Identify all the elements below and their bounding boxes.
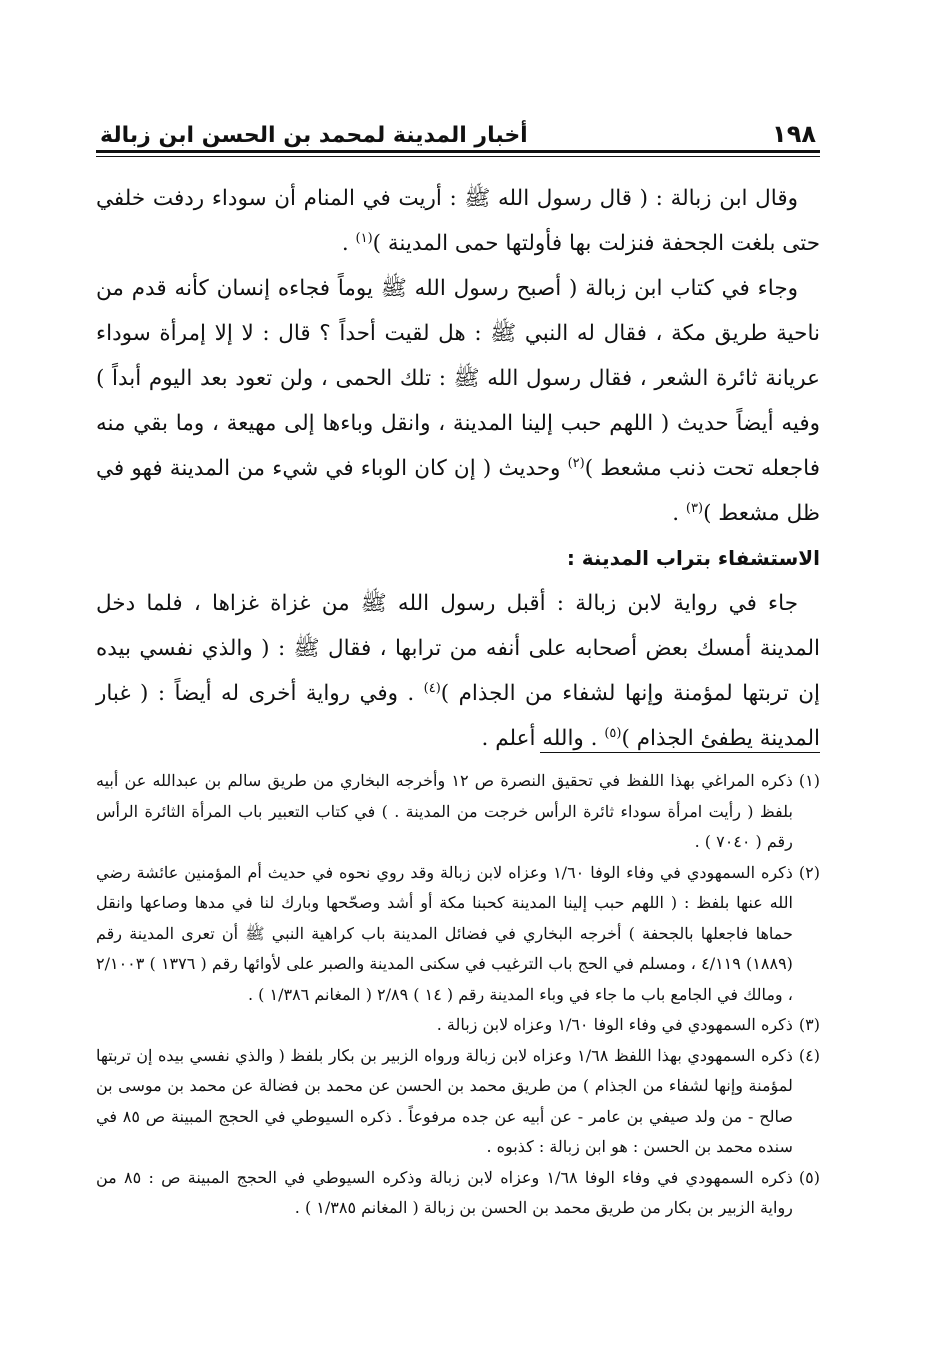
paragraph-1: وقال ابن زبالة : ( قال رسول الله ﷺ : أريت في المنام أن سوداء ردفت خلفي حتى بلغت الجحفة فنزلت بها فأولتها حمى المدينة )$^{(١)}$ . bbox=[96, 186, 820, 256]
footnote-separator bbox=[540, 752, 820, 753]
book-page bbox=[96, 0, 820, 1361]
footnote-3 bbox=[96, 1010, 820, 1041]
footnote-2 bbox=[96, 858, 820, 1011]
footnote-ref-1: (١) bbox=[355, 230, 373, 246]
footnote-number: (٥) bbox=[798, 1167, 820, 1187]
footnote-4 bbox=[96, 1041, 820, 1163]
footnote-ref-2: (٢) bbox=[567, 455, 585, 471]
running-title: أخبار المدينة لمحمد بن الحسن ابن زبالة bbox=[100, 123, 528, 148]
footnote-number: (٢) bbox=[798, 862, 820, 882]
footnote-1 bbox=[96, 766, 820, 858]
footnote-number: (١) bbox=[798, 771, 820, 790]
footnote-number: (٣) bbox=[798, 1015, 820, 1034]
running-header bbox=[96, 108, 820, 148]
section-heading: الاستشفاء بتراب المدينة : bbox=[566, 546, 820, 570]
paragraph-2: وجاء في كتاب ابن زبالة ( أصبح رسول الله ﷺ يوماً فجاءه إنسان كأنه قدم من ناحية طريق مكة ، فقال له النبي ﷺ : هل لقيت أحداً ؟ قال : لا إلا إمرأة سوداء عريانة ثائرة الشعر ، فقال رسول الله ﷺ : تلك الحمى ، ولن تعود بعد اليوم أبداً ) وفيه أيضاً حديث ( اللهم حبب إلينا المدينة ، وانقل وباءها إلى مهيعة ، وما بقي منه فاجعله تحت ذنب مشعط )$^{(٢)}$ وحديث ( إن كان الوباء في شيء من المدينة فهو في ظل مشعط )$^{(٣)}$ . bbox=[96, 276, 820, 526]
paragraph-3: جاء في رواية لابن زبالة : أقبل رسول الله ﷺ من غزاة غزاها ، فلما دخل المدينة أمسك بعض أصحابه على أنفه من ترابها ، فقال ﷺ : ( والذي نفسي بيده إن تربتها لمؤمنة وإنها لشفاء من الجذام )$^{(٤)}$ . وفي رواية أخرى له أيضاً : ( غبار المدينة يطفئ الجذام )$^{(٥)}$ . والله أعلم . bbox=[96, 591, 820, 751]
footnote-text: ذكره السمهودي بهذا اللفظ ١/٦٨ وعزاه لابن زبالة ورواه الزبير بن بكار بلفظ ( والذي نفسي بيده إن تربتها لمؤمنة وإنها لشفاء من الجذام ) من طريق محمد بن الحسن عن محمد بن فضالة عن محمد بن موسى بن صالح - من ولد صيفي بن عامر - عن أبيه عن جده مرفوعاً . ذكره السيوطي في الحجج المبينة ص ٨٥ في سنده محمد بن الحسن : هو ابن زبالة : كذبوه . bbox=[96, 1045, 793, 1156]
footnote-text: ذكره السمهودي في وفاء الوفا ١/٦٠ وعزاه لابن زبالة وقد روي نحوه في حديث أم المؤمنين عائشة رضي الله عنها بلفظ : ( اللهم حبب إلينا المدينة كحبنا مكة أو أشد وصحّحها وبارك لنا في مدها وصاعها وانقل حماها فاجعلها بالجحفة ) أخرجه البخاري في فضائل المدينة باب كراهية النبي ﷺ أن تعرى المدينة رقم (١٨٨٩) ٤/١١٩ ، ومسلم في الحج باب الترغيب في سكنى المدينة والصبر على لأوائها رقم ( ١٣٧٦ ) ٢/١٠٠٣ ، ومالك في الجامع باب ما جاء في وباء المدينة رقم ( ١٤ ) ٢/٨٩ ( المغانم ١/٣٨٦ ) . bbox=[96, 862, 793, 1004]
main-text bbox=[96, 176, 820, 761]
header-rule-thick bbox=[96, 150, 820, 153]
footnotes bbox=[96, 766, 820, 1224]
footnote-ref-5: (٥) bbox=[604, 725, 622, 741]
footnote-number: (٤) bbox=[798, 1045, 820, 1065]
header-rule-thin bbox=[96, 156, 820, 157]
page-number: ١٩٨ bbox=[772, 120, 816, 148]
footnote-text: ذكره المراغي بهذا اللفظ في تحقيق النصرة ص ١٢ وأخرجه البخاري من طريق سالم بن عبدالله عن أبيه بلفظ ( رأيت امرأة سوداء ثائرة الرأس خرجت من المدينة . ) في كتاب التعبير باب المرأة الثائرة الرأس رقم ( ٧٠٤٠ ) . bbox=[96, 771, 793, 851]
footnote-ref-3: (٣) bbox=[685, 500, 704, 516]
footnote-text: ذكره السمهودي في وفاء الوفا ١/٦٠ وعزاه لابن زبالة . bbox=[436, 1015, 793, 1034]
footnote-text: ذكره السمهودي في وفاء الوفا ١/٦٨ وعزاه لابن زبالة وذكره السيوطي في الحجج المبينة ص : ٨٥ من رواية الزبير بن بكار من طريق محمد بن الحسن بن زبالة ( المغانم ١/٣٨٥ ) . bbox=[96, 1167, 793, 1217]
footnote-ref-4: (٤) bbox=[423, 680, 441, 696]
footnote-5 bbox=[96, 1163, 820, 1224]
